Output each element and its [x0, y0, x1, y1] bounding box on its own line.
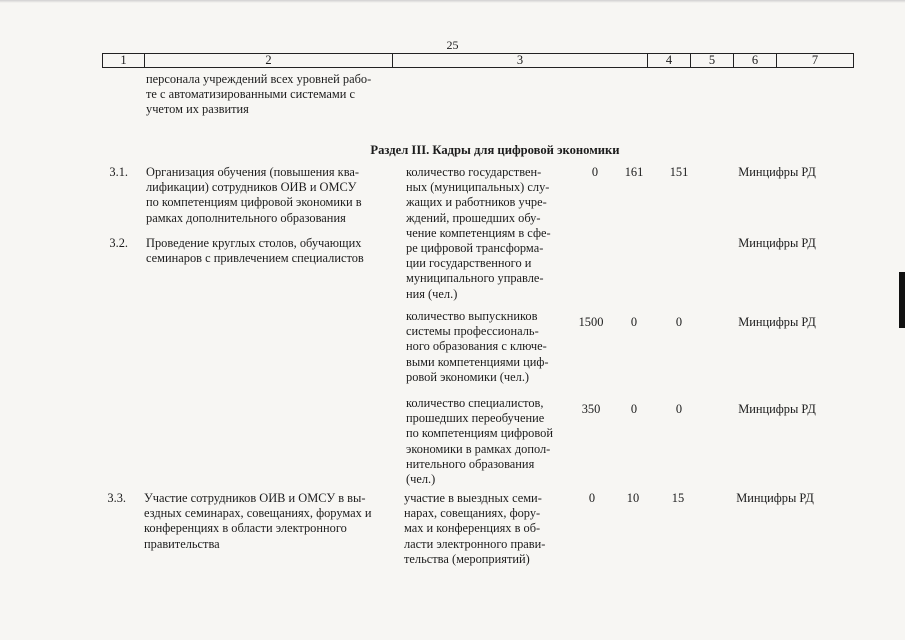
text-line: ных (муниципальных) слу-	[406, 180, 550, 195]
value-col6-3-3: 15	[671, 491, 685, 505]
text-line: учетом их развития	[146, 102, 249, 117]
text-line: Участие сотрудников ОИВ и ОМСУ в вы-	[144, 491, 366, 505]
responsible-specialists: Минцифры РД	[738, 402, 816, 416]
text-line: ждений, прошедших обу-	[406, 210, 541, 225]
text-line: ровой экономики (чел.)	[406, 369, 530, 384]
value-col4-graduates: 1500	[578, 315, 604, 329]
row-number-3-3: 3.3.	[107, 491, 126, 505]
indicator-graduates	[406, 309, 562, 385]
text-line: конференциях в области электронного	[144, 521, 347, 536]
text-line: тельства (мероприятий)	[404, 551, 530, 566]
measure-name-3-2	[146, 236, 396, 266]
text-line: по компетенциям цифровой экономики в	[146, 195, 362, 210]
text-line: правительства	[144, 536, 220, 551]
column-header-5: 5	[691, 54, 734, 68]
value-col4-3-3: 0	[588, 491, 596, 505]
value-col5-specialists: 0	[630, 402, 638, 416]
text-line: количество выпускников	[406, 309, 538, 323]
column-header-4: 4	[648, 54, 691, 68]
text-line: ния (чел.)	[406, 286, 458, 301]
value-col5-3-1: 161	[624, 165, 644, 179]
text-line: прошедших переобучение	[406, 411, 545, 426]
text-line: количество государствен-	[406, 165, 542, 179]
responsible-3-1: Минцифры РД	[738, 165, 816, 179]
scan-edge-mark	[899, 272, 905, 328]
text-line: выми компетенциями циф-	[406, 354, 549, 369]
value-col4-specialists: 350	[581, 402, 601, 416]
text-line: персонала учреждений всех уровней рабо-	[146, 72, 372, 86]
column-header-1: 1	[103, 54, 145, 68]
value-col5-3-3: 10	[626, 491, 640, 505]
text-line: ции государственного и	[406, 256, 532, 271]
text-line: рамках дополнительного образования	[146, 210, 346, 225]
text-line: ного образования с ключе-	[406, 339, 547, 354]
row-number-3-2: 3.2.	[109, 236, 128, 250]
measure-name-3-1	[146, 165, 396, 226]
scan-shadow	[0, 0, 905, 3]
text-line: нительного образования	[406, 456, 535, 471]
value-col4-3-1: 0	[591, 165, 599, 179]
text-line: жащих и работников учре-	[406, 195, 547, 210]
row-number-3-1: 3.1.	[109, 165, 128, 179]
value-col6-specialists: 0	[675, 402, 683, 416]
column-header-2: 2	[145, 54, 393, 68]
text-line: мах и конференциях в об-	[404, 521, 541, 536]
measure-name-3-3	[144, 491, 396, 552]
text-line: участие в выездных семи-	[404, 491, 542, 505]
responsible-3-2: Минцифры РД	[738, 236, 816, 250]
section-title: Раздел III. Кадры для цифровой экономики	[370, 143, 620, 157]
text-line: семинаров с привлечением специалистов	[146, 251, 364, 266]
value-col5-graduates: 0	[630, 315, 638, 329]
value-col6-graduates: 0	[675, 315, 683, 329]
text-line: муниципального управле-	[406, 271, 544, 286]
text-line: (чел.)	[406, 472, 436, 487]
text-line: Проведение круглых столов, обучающих	[146, 236, 362, 250]
text-line: экономики в рамках допол-	[406, 441, 551, 456]
text-line: количество специалистов,	[406, 396, 544, 410]
value-col6-3-1: 151	[669, 165, 689, 179]
column-header-6: 6	[734, 54, 777, 68]
column-header-3: 3	[393, 54, 648, 68]
indicator-specialists	[406, 396, 562, 487]
carry-over-text	[146, 72, 396, 118]
column-header-table	[102, 53, 854, 68]
text-line: ездных семинарах, совещаниях, форумах и	[144, 506, 372, 521]
text-line: те с автоматизированными системами с	[146, 87, 355, 102]
page-number: 25	[446, 38, 459, 52]
text-line: по компетенциям цифровой	[406, 426, 553, 441]
text-line: нарах, совещаниях, фору-	[404, 506, 541, 521]
column-header-row	[103, 54, 854, 68]
responsible-3-3: Минцифры РД	[736, 491, 814, 505]
text-line: чение компетенциям в сфе-	[406, 225, 551, 240]
text-line: системы профессиональ-	[406, 324, 539, 339]
text-line: Организация обучения (повышения ква-	[146, 165, 360, 179]
indicator-3-3	[404, 491, 562, 567]
text-line: ре цифровой трансформа-	[406, 241, 544, 256]
text-line: лификации) сотрудников ОИВ и ОМСУ	[146, 180, 357, 195]
responsible-graduates: Минцифры РД	[738, 315, 816, 329]
column-header-7: 7	[777, 54, 854, 68]
text-line: ласти электронного прави-	[404, 536, 546, 551]
indicator-3-1	[406, 165, 562, 302]
